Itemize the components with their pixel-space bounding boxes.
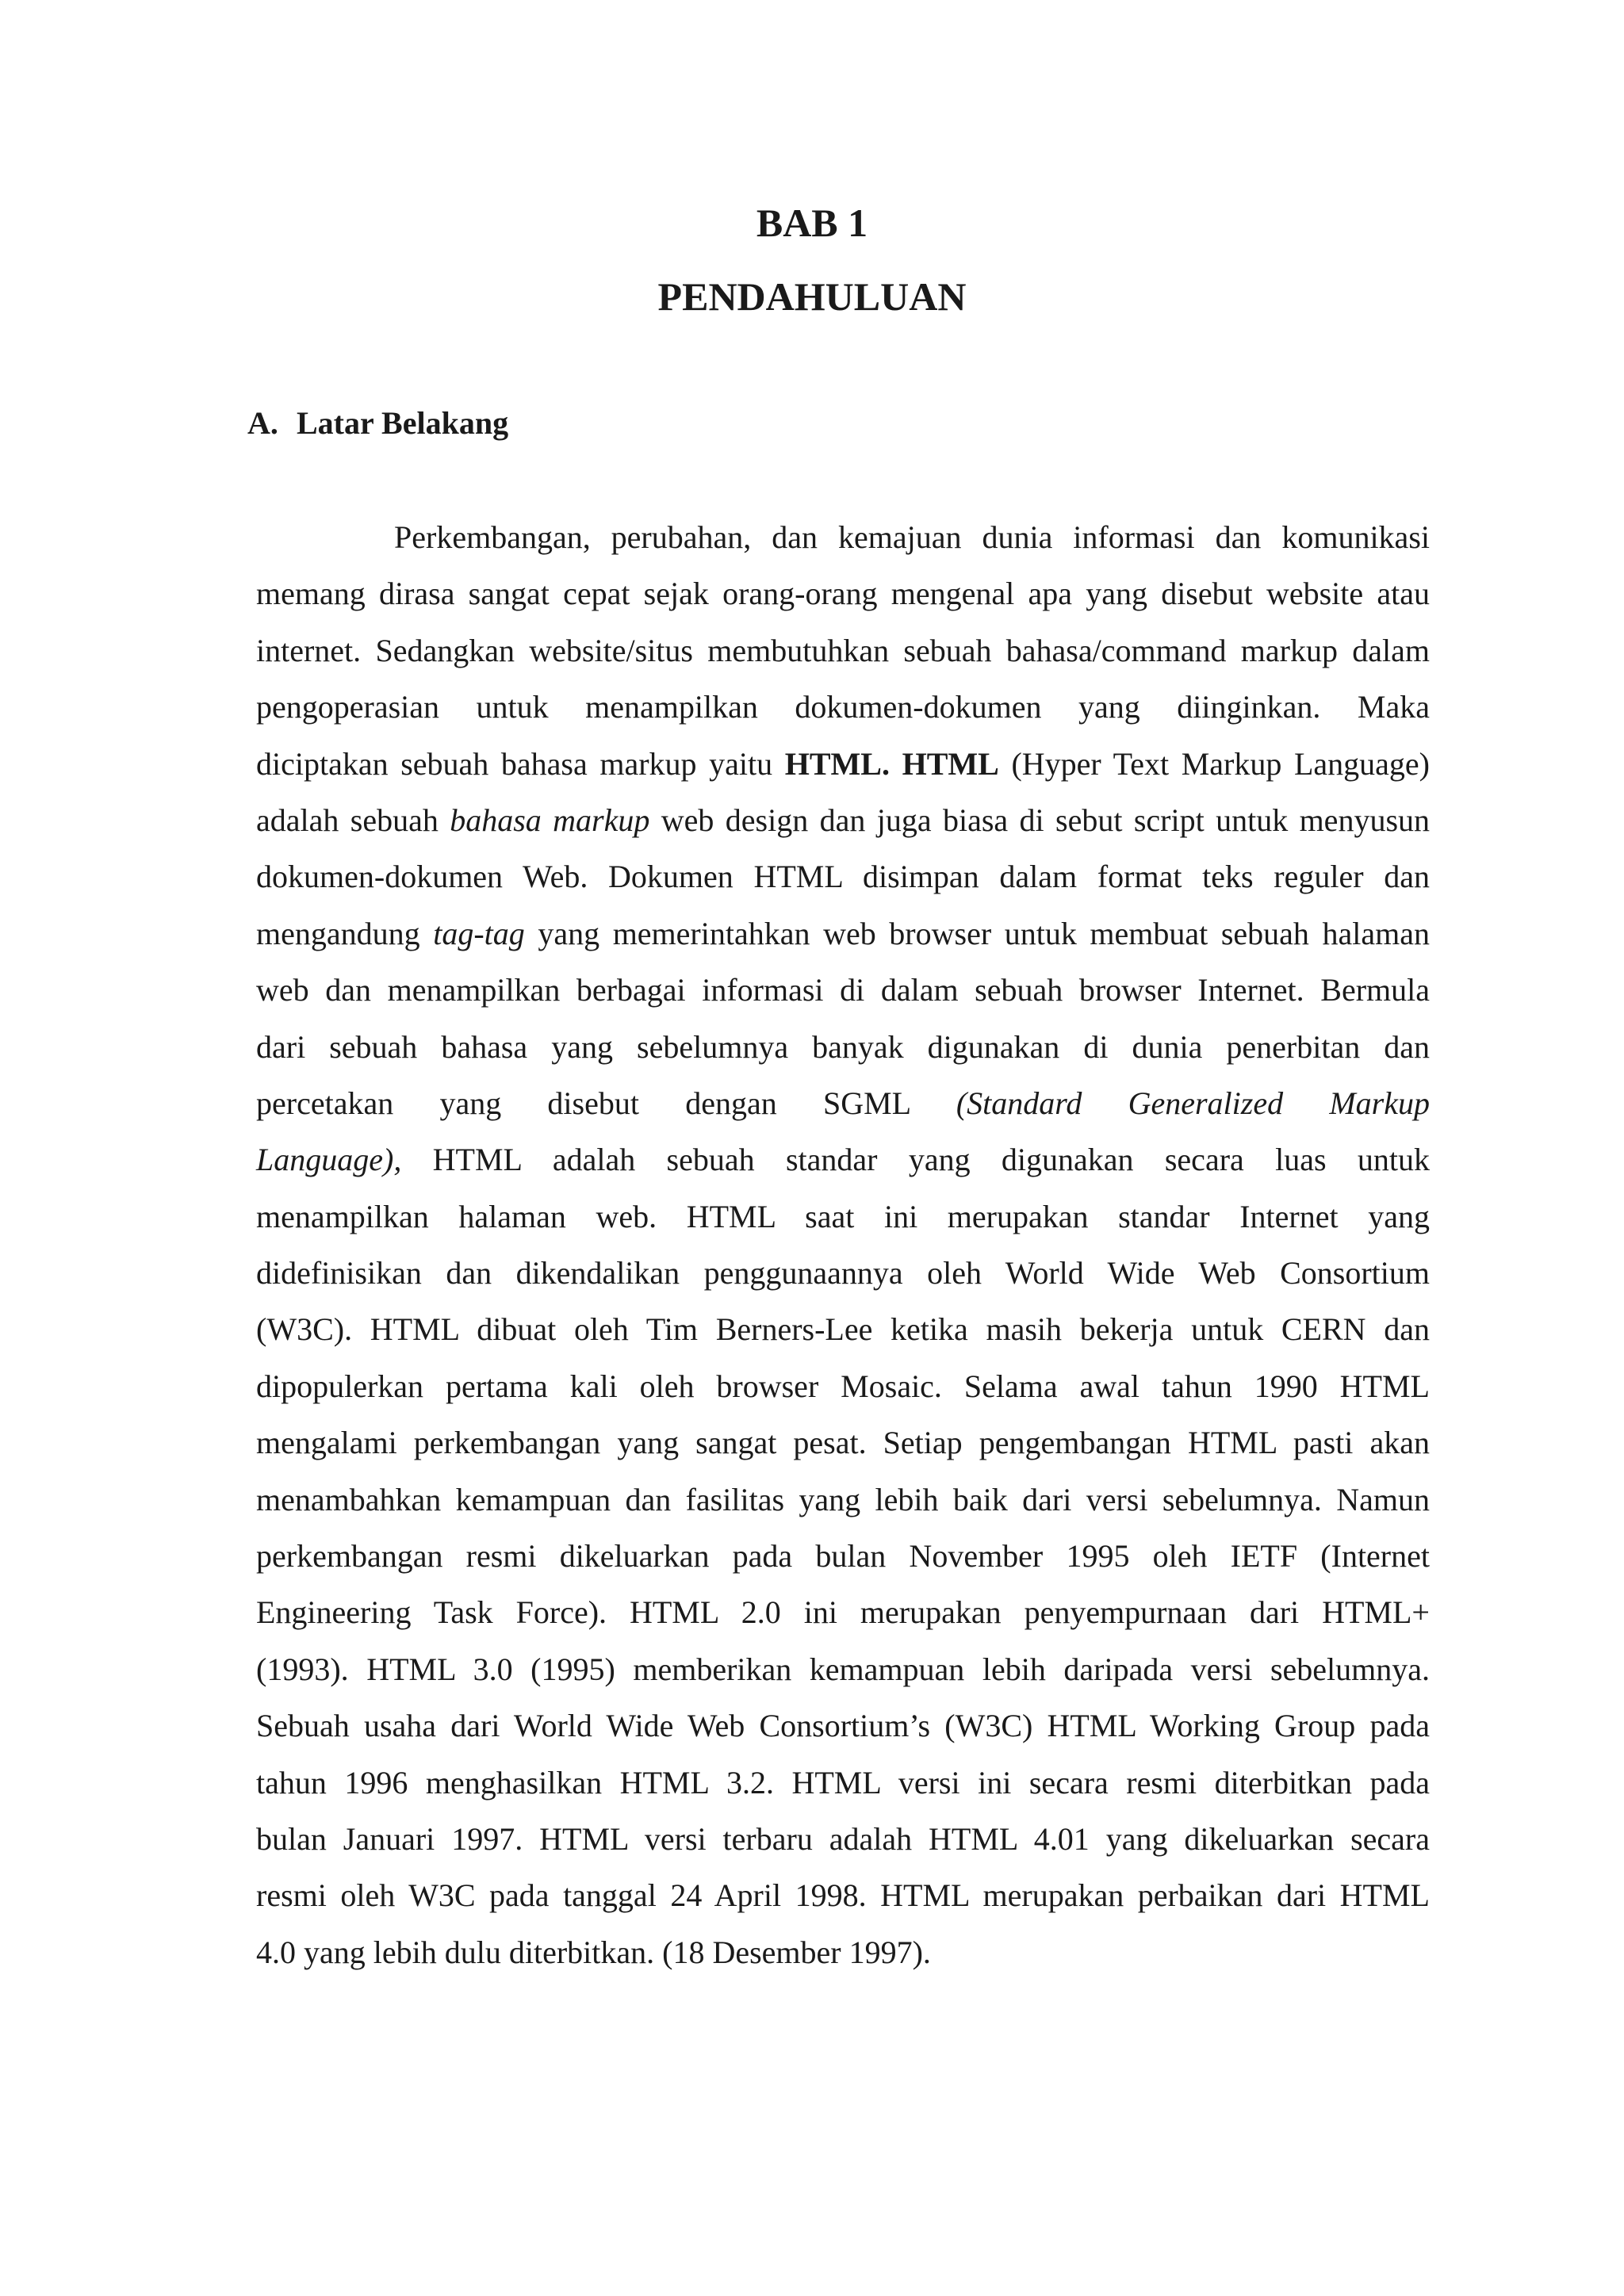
paragraph-line: bulan Januari 1997. HTML versi terbaru adalah HTML 4.01 yang dikeluarkan secara — [256, 1820, 1430, 1857]
paragraph-line: didefinisikan dan dikendalikan penggunaannya oleh World Wide Web Consortium — [256, 1255, 1430, 1292]
paragraph-line: (W3C). HTML dibuat oleh Tim Berners-Lee ketika masih bekerja untuk CERN dan — [256, 1311, 1430, 1348]
paragraph-line: mengalami perkembangan yang sangat pesat. Setiap pengembangan HTML pasti akan — [256, 1425, 1430, 1461]
paragraph-line — [256, 1075, 1430, 1131]
chapter-number: BAB 1 — [756, 201, 868, 245]
italic-term: Language), — [256, 1142, 402, 1178]
line-text: percetakan yang disebut dengan SGML — [256, 1085, 956, 1121]
line-text: yang memerintahkan web browser untuk membuat sebuah halaman — [524, 915, 1431, 951]
chapter-title: PENDAHULUAN — [657, 274, 967, 319]
paragraph-line: (1993). HTML 3.0 (1995) memberikan kemampuan lebih daripada versi sebelumnya. — [256, 1651, 1430, 1687]
bold-term: HTML. HTML — [784, 745, 999, 782]
paragraph-line: memang dirasa sangat cepat sejak orang-orang mengenal apa yang disebut website atau — [256, 576, 1430, 612]
paragraph-line: 4.0 yang lebih dulu diterbitkan. (18 Desember 1997). — [256, 1934, 931, 1970]
paragraph-line: perkembangan resmi dikeluarkan pada bulan November 1995 oleh IETF (Internet — [256, 1538, 1430, 1575]
paragraph-line: pengoperasian untuk menampilkan dokumen-dokumen yang diinginkan. Maka — [256, 689, 1430, 725]
line-text: HTML adalah sebuah standar yang digunakan secara luas untuk — [401, 1142, 1430, 1178]
paragraph-line — [256, 1131, 1430, 1188]
italic-term: bahasa markup — [450, 802, 650, 838]
section-letter: A. — [247, 405, 278, 441]
paragraph-line: Sebuah usaha dari World Wide Web Consortium’s (W3C) HTML Working Group pada — [256, 1708, 1430, 1744]
paragraph-line: resmi oleh W3C pada tanggal 24 April 1998. HTML merupakan perbaikan dari HTML — [256, 1877, 1430, 1914]
paragraph-line: Perkembangan, perubahan, dan kemajuan dunia informasi dan komunikasi — [394, 519, 1430, 555]
section-heading — [247, 400, 508, 447]
section-title: Latar Belakang — [297, 405, 509, 441]
paragraph-line: tahun 1996 menghasilkan HTML 3.2. HTML versi ini secara resmi diterbitkan pada — [256, 1764, 1430, 1800]
paragraph-line — [256, 792, 1430, 848]
italic-term: tag-tag — [433, 915, 525, 951]
paragraph-line: internet. Sedangkan website/situs membutuhkan sebuah bahasa/command markup dalam — [256, 632, 1430, 668]
paragraph-line: menambahkan kemampuan dan fasilitas yang lebih baik dari versi sebelumnya. Namun — [256, 1481, 1430, 1517]
paragraph-line — [256, 905, 1430, 962]
paragraph-line — [256, 736, 1430, 792]
paragraph-line: web dan menampilkan berbagai informasi di dalam sebuah browser Internet. Bermula — [256, 972, 1430, 1008]
line-text: mengandung — [256, 915, 434, 951]
italic-term: (Standard Generalized Markup — [956, 1085, 1430, 1121]
paragraph-line: menampilkan halaman web. HTML saat ini merupakan standar Internet yang — [256, 1198, 1430, 1234]
paragraph-line: dari sebuah bahasa yang sebelumnya banyak digunakan di dunia penerbitan dan — [256, 1028, 1430, 1065]
body-paragraph — [256, 509, 1430, 1980]
line-text: (Hyper Text Markup Language) — [998, 745, 1431, 782]
line-text: diciptakan sebuah bahasa markup yaitu — [256, 745, 785, 782]
line-text: adalah sebuah — [256, 802, 450, 838]
paragraph-line: dipopulerkan pertama kali oleh browser Mosaic. Selama awal tahun 1990 HTML — [256, 1368, 1430, 1404]
paragraph-line: Engineering Task Force). HTML 2.0 ini merupakan penyempurnaan dari HTML+ — [256, 1594, 1430, 1631]
paragraph-line: dokumen-dokumen Web. Dokumen HTML disimpan dalam format teks reguler dan — [256, 859, 1430, 895]
line-text: web design dan juga biasa di sebut script untuk menyusun — [649, 802, 1431, 838]
